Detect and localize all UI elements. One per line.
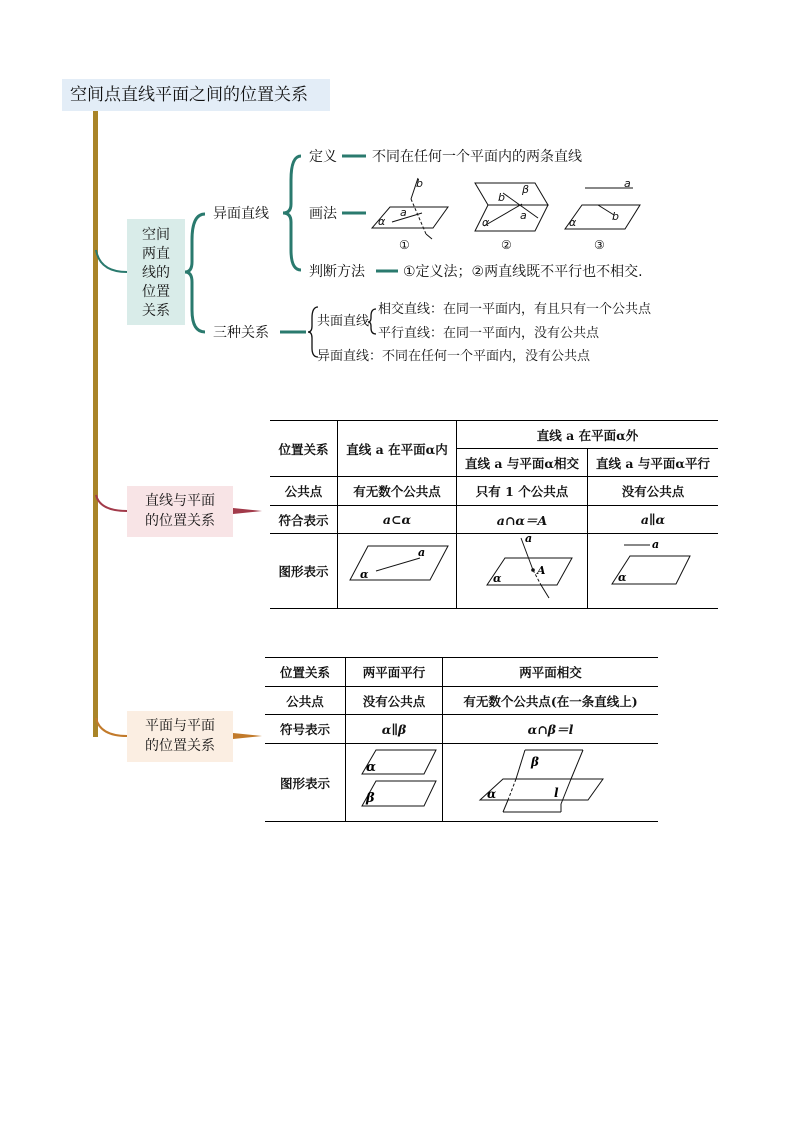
header-parallel: 直线 a 与平面α平行 — [588, 449, 719, 477]
fig3-label-alpha: α — [569, 216, 577, 229]
row-common: 公共点 — [270, 477, 338, 506]
plane-plane-table — [265, 657, 658, 822]
line-plane-table — [270, 420, 718, 609]
skew-lines-label: 异面直线 — [213, 206, 269, 222]
fig1-label-b: b — [416, 177, 423, 190]
label-line: 线的 — [142, 265, 170, 281]
label-line: 关系 — [142, 303, 170, 319]
fig2-label-b: b — [498, 191, 505, 204]
page-title: 空间点直线平面之间的位置关系 — [62, 79, 330, 111]
fig1-label-alpha: α — [378, 215, 386, 228]
section-line-plane-label — [127, 486, 233, 537]
three-relations-label: 三种关系 — [213, 325, 269, 341]
cell-parallel-common: 没有公共点 — [346, 687, 443, 715]
label-alpha: α — [366, 760, 377, 775]
skew-lines-text: 异面直线：不同在任何一个平面内，没有公共点 — [317, 349, 591, 364]
method-text: ①定义法；②两直线既不平行也不相交. — [403, 264, 643, 280]
label-line: 位置 — [142, 284, 170, 300]
drawing-label: 画法 — [309, 206, 337, 222]
row-symbol: 符号表示 — [265, 715, 346, 744]
label-beta: β — [366, 791, 375, 806]
cell-intersect-common: 有无数个公共点(在一条直线上) — [443, 687, 659, 715]
figure-in-plane — [338, 534, 457, 609]
header-in-plane: 直线 a 在平面α内 — [338, 421, 457, 477]
cell-parallel-symbol: a∥α — [588, 506, 719, 534]
header-intersect: 直线 a 与平面α相交 — [457, 449, 588, 477]
label-line: 的位置关系 — [145, 513, 215, 529]
fig2-label-alpha: α — [482, 216, 490, 229]
line-in-plane-svg — [338, 534, 456, 608]
figure-number-3: ③ — [594, 238, 605, 252]
figure-parallel-planes — [346, 744, 443, 822]
label-alpha: α — [493, 572, 502, 585]
header-out-plane: 直线 a 在平面α外 — [457, 421, 719, 449]
fig1-label-a: a — [400, 206, 407, 219]
row-symbol: 符合表示 — [270, 506, 338, 534]
label-line: 平面与平面 — [145, 718, 215, 734]
header-relation: 位置关系 — [270, 421, 338, 477]
cell-intersect-symbol: a∩α＝A — [457, 506, 588, 534]
figure-intersecting-planes — [443, 744, 659, 822]
fig3-label-b: b — [612, 210, 619, 223]
figure-intersect — [457, 534, 588, 609]
label-l: l — [554, 786, 559, 800]
row-figure: 图形表示 — [270, 534, 338, 609]
label-a: a — [525, 534, 533, 545]
coplanar-label: 共面直线 — [317, 314, 370, 329]
definition-label: 定义 — [309, 149, 337, 165]
header-intersect: 两平面相交 — [443, 658, 659, 687]
cell-in-symbol: a⊂α — [338, 506, 457, 534]
cell-intersect-symbol: α∩β＝l — [443, 715, 659, 744]
figure-number-1: ① — [399, 238, 410, 252]
label-alpha: α — [360, 568, 369, 581]
figure-parallel — [588, 534, 719, 609]
fig3-label-a: a — [624, 177, 631, 190]
label-line: 两直 — [142, 246, 170, 262]
cell-parallel-symbol: α∥β — [346, 715, 443, 744]
fig2-label-a: a — [520, 209, 527, 222]
fig2-label-beta: β — [522, 183, 530, 196]
label-alpha: α — [487, 787, 497, 801]
label-a: a — [418, 546, 426, 559]
line-parallel-plane-svg — [588, 534, 718, 608]
label-A: A — [537, 564, 546, 577]
row-common: 公共点 — [265, 687, 346, 715]
method-label: 判断方法 — [309, 264, 365, 280]
label-beta: β — [531, 755, 539, 769]
label-line: 的位置关系 — [145, 738, 215, 754]
intersect-lines-text: 相交直线：在同一平面内，有且只有一个公共点 — [378, 302, 652, 317]
cell-parallel-common: 没有公共点 — [588, 477, 719, 506]
section-two-lines-label — [127, 219, 185, 325]
parallel-planes-svg — [346, 744, 442, 821]
section-plane-plane-label — [127, 711, 233, 762]
label-a: a — [652, 538, 660, 551]
parallel-lines-text: 平行直线：在同一平面内，没有公共点 — [378, 326, 600, 341]
label-line: 空间 — [142, 227, 170, 243]
cell-intersect-common: 只有 1 个公共点 — [457, 477, 588, 506]
figure-number-2: ② — [501, 238, 512, 252]
row-figure: 图形表示 — [265, 744, 346, 822]
intersecting-planes-svg — [443, 744, 658, 821]
label-alpha: α — [618, 571, 627, 584]
header-relation: 位置关系 — [265, 658, 346, 687]
label-line: 直线与平面 — [145, 493, 215, 509]
line-intersect-plane-svg — [457, 534, 587, 608]
cell-in-common: 有无数个公共点 — [338, 477, 457, 506]
definition-text: 不同在任何一个平面内的两条直线 — [372, 149, 582, 165]
header-parallel: 两平面平行 — [346, 658, 443, 687]
